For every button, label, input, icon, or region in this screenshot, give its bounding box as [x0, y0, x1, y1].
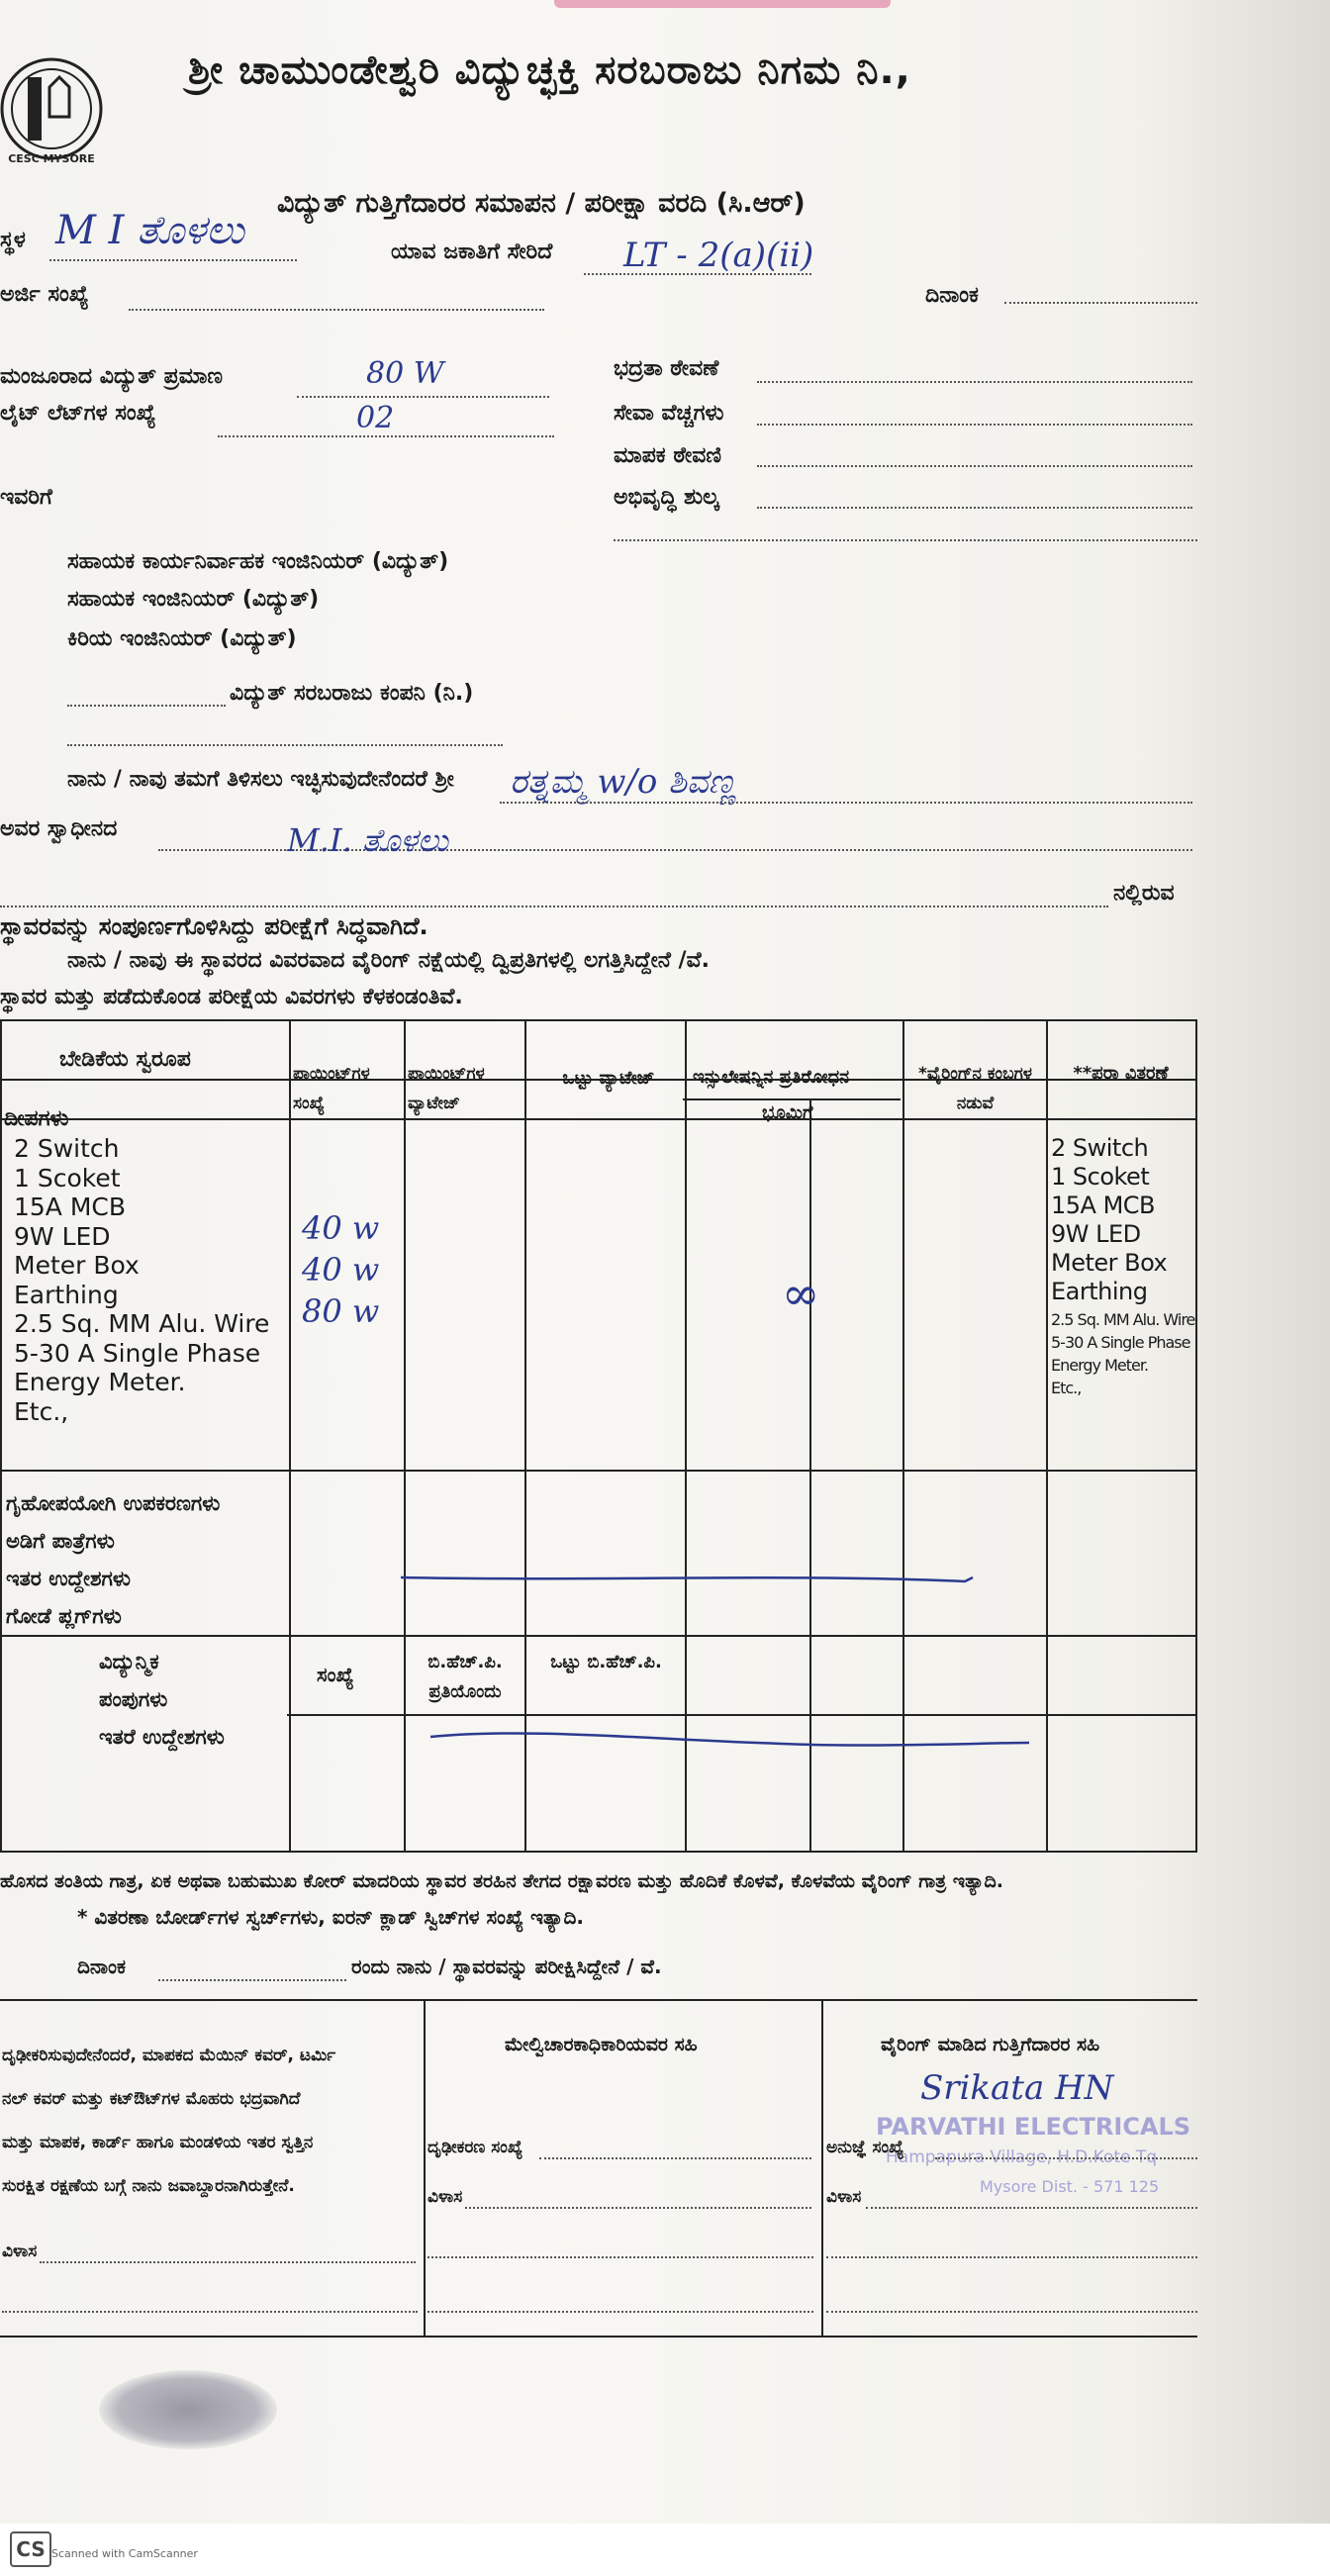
- body-line-4: ಸ್ಥಾವರವನ್ನು ಸಂಪೂರ್ಣಗೊಳಿಸಿದ್ದು ಪರೀಕ್ಷೆಗೆ ಸಿದ್ಧವಾಗಿದೆ.: [0, 912, 428, 940]
- addressee-4: ವಿದ್ಯುತ್ ಸರಬರಾಜು ಕಂಪನಿ (ನಿ.): [230, 681, 474, 706]
- header-points-wattage: ಪಾಯಿಂಟ್‌ಗಳ ವ್ಯಾಟೇಜ್: [408, 1064, 485, 1113]
- applicant-value: ರತ್ನಮ್ಮ w/o ಶಿವಣ್ಣ: [510, 762, 737, 802]
- para-item-10: Etc.,: [1051, 1379, 1082, 1397]
- para-item-6: Earthing: [1051, 1278, 1148, 1305]
- body-line-3-end: ನಲ್ಲಿರುವ: [1113, 881, 1175, 906]
- item-9: Energy Meter.: [14, 1368, 186, 1396]
- row3-hp-each: ಬಿ.ಹೆಚ್.ಪಿ. ಪ್ರತಿಯೊಂದು: [428, 1652, 503, 1702]
- camscanner-logo: CS: [10, 2531, 51, 2567]
- cert-line-3: ಮತ್ತು ಮಾಪಕ, ಕಾರ್ಡ್ ಹಾಗೂ ಮಂಡಳಿಯ ಇತರ ಸ್ವತ್ತಿನ: [2, 2133, 314, 2152]
- certificate-number-label: ದೃಢೀಕರಣ ಸಂಖ್ಯೆ: [428, 2138, 523, 2157]
- supervisor-signature-title: ಮೇಲ್ವಿಚಾರಕಾಧಿಕಾರಿಯವರ ಸಹಿ: [505, 2034, 698, 2055]
- application-label: ಅರ್ಜಿ ಸಂಖ್ಯೆ: [0, 282, 89, 307]
- document-title: ಶ್ರೀ ಚಾಮುಂಡೇಶ್ವರಿ ವಿದ್ಯುಚ್ಛಕ್ತಿ ಸರಬರಾಜು ನಿಗಮ ನಿ.,: [188, 48, 911, 93]
- row2-label-2: ಅಡಿಗೆ ಪಾತ್ರೆಗಳು: [6, 1529, 115, 1553]
- header-para: **ಪರಾ ವಿತರಣೆ: [1073, 1063, 1169, 1084]
- row3-label-2: ಪಂಪುಗಳು: [99, 1687, 168, 1711]
- left-address-label: ವಿಳಾಸ: [2, 2242, 38, 2261]
- note-2: * ವಿತರಣಾ ಬೋರ್ಡ್‌ಗಳ ಸ್ವರ್ಚ್‌ಗಳು, ಐರನ್ ಕ್ಲಾಡ್ ಸ್ವಿಚ್‌ಗಳ ಸಂಖ್ಯೆ ಇತ್ಯಾದಿ.: [77, 1905, 584, 1929]
- para-items-small: [1051, 1308, 1194, 1399]
- cert-line-4: ಸುರಕ್ಷಿತ ರಕ್ಷಣೆಯ ಬಗ್ಗೆ ನಾನು ಜವಾಬ್ದಾರನಾಗಿರುತ್ತೇನೆ.: [2, 2176, 295, 2196]
- meter-deposit-label: ಮಾಪಕ ಠೇವಣಿ: [614, 443, 721, 468]
- addressee-3: ಕಿರಿಯ ಇಂಜಿನಿಯರ್ (ವಿದ್ಯುತ್): [67, 626, 297, 651]
- deposit-label: ಭದ್ರತಾ ಠೇವಣೆ: [614, 356, 719, 381]
- cesc-logo: [0, 18, 109, 166]
- item-2: 1 Scoket: [14, 1163, 121, 1193]
- location-value: M.I. ತೊಳಲು: [287, 821, 448, 859]
- service-label: ಸೇವಾ ವೆಚ್ಚಗಳು: [614, 401, 724, 426]
- contractor-signature: Srikata HN: [920, 2068, 1114, 2108]
- addressee-1: ಸಹಾಯಕ ಕಾರ್ಯನಿರ್ವಾಹಕ ಇಂಜಿನಿಯರ್ (ವಿದ್ಯುತ್): [67, 549, 449, 574]
- item-4: 9W LED: [14, 1221, 111, 1251]
- certification-text: [2, 2034, 335, 2208]
- document-subtitle: ವಿದ್ಯುತ್ ಗುತ್ತಿಗೆದಾರರ ಸಮಾಪನ / ಪರೀಕ್ಷಾ ವರದಿ (ಸಿ.ಆರ್): [277, 188, 806, 219]
- addressee-2: ಸಹಾಯಕ ಇಂಜಿನಿಯರ್ (ವಿದ್ಯುತ್): [67, 587, 320, 612]
- para-item-5: Meter Box: [1051, 1249, 1168, 1277]
- para-item-3: 15A MCB: [1051, 1192, 1156, 1219]
- item-1: 2 Switch: [14, 1134, 120, 1163]
- sanctioned-value: 80 W: [366, 356, 444, 391]
- para-item-4: 9W LED: [1051, 1220, 1141, 1248]
- finger-smudge: [99, 2370, 277, 2449]
- header-insulation: ಇನ್ಸುಲೇಷನ್ನಿನ ಪ್ರತಿರೋಧನ: [693, 1067, 850, 1088]
- cert-line-2: ನಲ್ ಕವರ್ ಮತ್ತು ಕಟ್‌ಔಟ್‌ಗಳ ಮೊಹರು ಭದ್ರವಾಗಿದೆ: [2, 2089, 301, 2109]
- header-wiring: *ವೈರಿಂಗ್‌ನ ಕಂಬಗಳ ನಡುವೆ: [917, 1064, 1033, 1113]
- wattage-1: 40 w: [302, 1209, 380, 1247]
- body-line-1: ನಾನು / ನಾವು ತಮಗೆ ತಿಳಿಸಲು ಇಚ್ಛಿಸುವುದೇನೆಂದರೆ ಶ್ರೀ: [67, 767, 454, 792]
- strike-line-1: [396, 1564, 990, 1593]
- item-6: Earthing: [14, 1280, 119, 1309]
- contractor-signature-title: ವೈರಿಂಗ್ ಮಾಡಿದ ಗುತ್ತಿಗೆದಾರರ ಸಹಿ: [881, 2034, 1100, 2055]
- wattage-2: 40 w: [302, 1251, 380, 1288]
- mid-address-label: ವಿಳಾಸ: [428, 2187, 463, 2207]
- row2-label-3: ಇತರ ಉದ್ದೇಶಗಳು: [6, 1567, 131, 1590]
- row2-label-4: ಗೋಡೆ ಪ್ಲಗ್‌ಗಳು: [6, 1604, 122, 1628]
- row3-label-1: ವಿದ್ಯುನ್ಮಿಕ: [99, 1650, 159, 1673]
- items-list: [14, 1134, 269, 1426]
- lightpoints-label: ಲೈಟ್ ಲೆಟ್‌ಗಳ ಸಂಖ್ಯೆ: [0, 401, 156, 426]
- para-item-1: 2 Switch: [1051, 1134, 1149, 1162]
- stamp-address-1: Hampapura Village, H.D.Kote Tq: [886, 2147, 1158, 2167]
- para-item-8: 5-30 A Single Phase: [1051, 1333, 1190, 1352]
- cert-line-1: ದೃಢೀಕರಿಸುವುದೇನೆಂದರೆ, ಮಾಪಕದ ಮೆಯಿನ್ ಕವರ್, ಟರ್ಮಿ: [2, 2046, 336, 2065]
- item-3: 15A MCB: [14, 1193, 127, 1221]
- category-value: LT - 2(a)(ii): [623, 236, 814, 275]
- row-lamps-label: ದೀಪಗಳು: [4, 1106, 69, 1131]
- para-items-large: [1051, 1134, 1167, 1306]
- license-number-label: ಅನುಜ್ಞೆ ಸಂಖ್ಯೆ: [826, 2138, 904, 2157]
- development-fee-label: ಅಭಿವೃದ್ಧಿ ಶುಲ್ಕ: [614, 485, 719, 510]
- row3-count: ಸಂಖ್ಯೆ: [317, 1663, 354, 1686]
- place-value: M I ತೊಳಲು: [55, 208, 244, 253]
- para-item-2: 1 Scoket: [1051, 1163, 1150, 1191]
- row2-label-1: ಗೃಹೋಪಯೋಗಿ ಉಪಕರಣಗಳು: [6, 1491, 221, 1515]
- sanctioned-label: ಮಂಜೂರಾದ ವಿದ್ಯುತ್ ಪ್ರಮಾಣ: [0, 364, 224, 389]
- para-item-7: 2.5 Sq. MM Alu. Wire: [1051, 1310, 1195, 1329]
- scanner-footer: [0, 2524, 1330, 2576]
- header-total-wattage: ಒಟ್ಟು ವ್ಯಾಟೇಜ್: [562, 1068, 655, 1089]
- stamp-address-2: Mysore Dist. - 571 125: [980, 2177, 1160, 2196]
- folder-edge: [554, 0, 891, 8]
- insulation-value: ∞: [782, 1267, 820, 1320]
- header-insulation-earth: ಭೂಮಿಗೆ: [762, 1102, 813, 1123]
- test-date-suffix: ರಂದು ನಾನು / ಸ್ಥಾವರವನ್ನು ಪರೀಕ್ಷಿಸಿದ್ದೇನೆ / ವೆ.: [351, 1955, 662, 1978]
- note-1: ಹೊಸದ ತಂತಿಯ ಗಾತ್ರ, ಏಕ ಅಥವಾ ಬಹುಮುಖ ಕೋರ್ ಮಾದರಿಯ ಸ್ಥಾವರ ತರಹಿನ ತೇಗದ ರಕ್ಷಾವರಣ ಮತ್ತು ಹೊದಿಕೆ ಕೊಳವೆ, ಕೊಳವೆಯ ವೈರಿಂಗ್ ಗಾತ್ರ ಇತ್ಯಾದಿ.: [0, 1870, 1003, 1892]
- body-line-2: ಅವರ ಸ್ವಾಧೀನದ: [0, 816, 118, 841]
- row-appliances-labels: [6, 1484, 220, 1635]
- body-line-5: ನಾನು / ನಾವು ಈ ಸ್ಥಾವರದ ವಿವರವಾದ ವೈರಿಂಗ್ ನಕ್ಷೆಯಲ್ಲಿ ದ್ವಿಪ್ರತಿಗಳಲ್ಲಿ ಲಗತ್ತಿಸಿದ್ದೇನೆ /ವೆ.: [67, 948, 710, 973]
- lightpoints-value: 02: [356, 401, 395, 435]
- row-motors-labels: [99, 1643, 225, 1756]
- stamp-name: PARVATHI ELECTRICALS: [876, 2113, 1191, 2141]
- item-8: 5-30 A Single Phase: [14, 1338, 261, 1368]
- item-10: Etc.,: [14, 1396, 69, 1426]
- category-label: ಯಾವ ಜಕಾತಿಗೆ ಸೇರಿದೆ: [391, 239, 553, 264]
- strike-line-2: [416, 1727, 1049, 1757]
- row3-hp-total: ಒಟ್ಟು ಬಿ.ಹೆಚ್.ಪಿ.: [550, 1652, 662, 1672]
- right-address-label: ವಿಳಾಸ: [826, 2187, 862, 2207]
- item-5: Meter Box: [14, 1251, 140, 1280]
- body-line-6: ಸ್ಥಾವರ ಮತ್ತು ಪಡೆದುಕೊಂಡ ಪರೀಕ್ಷೆಯ ವಿವರಗಳು ಕೆಳಕಂಡಂತಿವೆ.: [0, 985, 463, 1009]
- place-label: ಸ್ಥಳ: [0, 228, 26, 252]
- header-nature: ಬೇಡಿಕೆಯ ಸ್ವರೂಪ: [59, 1047, 191, 1072]
- item-7: 2.5 Sq. MM Alu. Wire: [14, 1309, 270, 1338]
- logo-caption: CESC MYSORE: [8, 152, 95, 165]
- camscanner-text: Scanned with CamScanner: [51, 2547, 198, 2560]
- date-label: ದಿನಾಂಕ: [925, 283, 979, 308]
- header-points-count: ಪಾಯಿಂಟ್‌ಗಳ ಸಂಖ್ಯೆ: [293, 1064, 370, 1113]
- wattage-entries: [302, 1207, 379, 1332]
- para-item-9: Energy Meter.: [1051, 1356, 1149, 1375]
- test-date-label: ದಿನಾಂಕ: [77, 1955, 126, 1978]
- to-label: ಇವರಿಗೆ: [0, 485, 52, 510]
- wattage-3: 80 w: [302, 1292, 380, 1330]
- row3-label-3: ಇತರೆ ಉದ್ದೇಶಗಳು: [99, 1725, 225, 1749]
